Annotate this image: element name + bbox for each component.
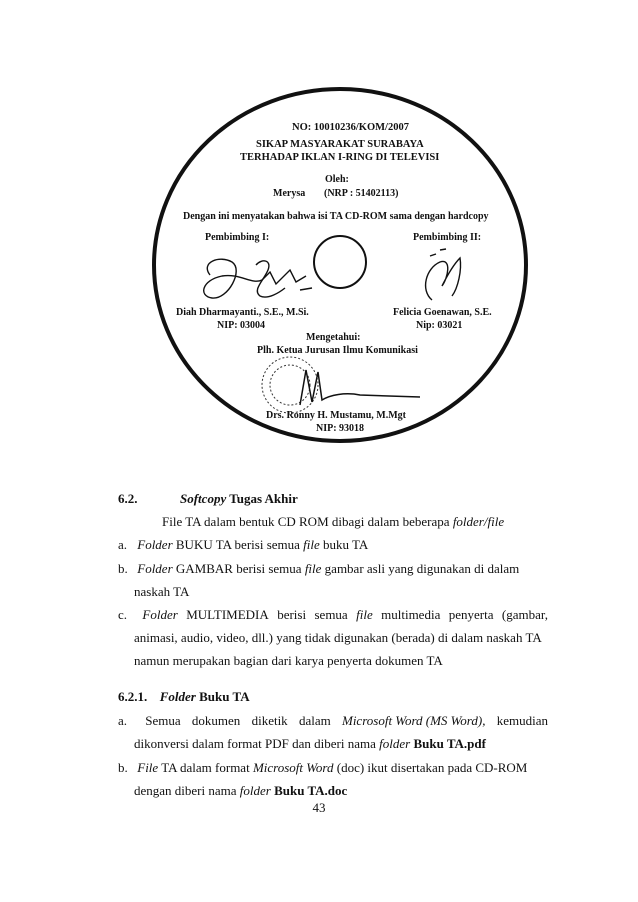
cd-author-nrp: (NRP : 51402113) <box>324 188 399 199</box>
section-number: 6.2. <box>118 491 138 506</box>
list-item-c-cont: animasi, audio, video, dll.) yang tidak digunakan (berada) di dalam naskah TA <box>134 630 542 645</box>
cd-advisor2-label: Pembimbing II: <box>413 232 482 243</box>
cd-advisor1-label: Pembimbing I: <box>205 232 270 243</box>
section-title-rest: Tugas Akhir <box>226 491 298 506</box>
cd-number: NO: 10010236/KOM/2007 <box>292 122 409 133</box>
cd-head-nip: NIP: 93018 <box>316 423 365 434</box>
cd-advisor1-nip: NIP: 03004 <box>217 320 266 331</box>
cd-author-name: Merysa <box>273 188 306 199</box>
cd-title-line2: TERHADAP IKLAN I-RING DI TELEVISI <box>240 152 440 163</box>
list-item-b: b. Folder GAMBAR berisi semua file gambar asli yang digunakan di dalam <box>118 561 520 576</box>
sub-item-b-cont: dengan diberi nama folder Buku TA.doc <box>134 783 348 798</box>
sub-item-a-cont: dikonversi dalam format PDF dan diberi nama folder Buku TA.pdf <box>134 736 486 751</box>
cd-title-line1: SIKAP MASYARAKAT SURABAYA <box>256 139 424 150</box>
list-item-a: a. Folder BUKU TA berisi semua file buku TA <box>118 537 369 552</box>
cd-advisor1-name: Diah Dharmayanti., S.E., M.Si. <box>176 307 309 318</box>
signature-head <box>300 370 420 405</box>
section-title-italic: Softcopy <box>180 491 227 506</box>
cd-acknowledged: Mengetahui: <box>306 332 361 343</box>
cd-statement: Dengan ini menyatakan bahwa isi TA CD-ROM sama dengan hardcopy <box>183 211 489 222</box>
signature-advisor2 <box>426 249 461 300</box>
cd-head-name: Drs. Ronny H. Mustamu, M.Mgt <box>266 410 406 421</box>
sub-item-a: a. Semua dokumen diketik dalam Microsoft Word (MS Word), kemudian <box>118 713 548 728</box>
official-stamp <box>262 357 318 413</box>
signature-advisor1 <box>204 259 312 298</box>
list-item-c-cont2: namun merupakan bagian dari karya penyerta dokumen TA <box>134 653 443 668</box>
sub-item-b: b. File TA dalam format Microsoft Word (doc) ikut disertakan pada CD-ROM <box>118 760 528 775</box>
list-item-c: c. Folder MULTIMEDIA berisi semua file multimedia penyerta (gambar, <box>118 607 548 622</box>
section-6-2-1-heading: 6.2.1. Folder Buku TA <box>118 689 250 704</box>
cd-advisor2-nip: Nip: 03021 <box>416 320 463 331</box>
section-6-2-intro: File TA dalam bentuk CD ROM dibagi dalam beberapa folder/file <box>162 514 505 529</box>
list-item-b-cont: naskah TA <box>134 584 190 599</box>
page-number: 43 <box>312 800 326 815</box>
cd-advisor2-name: Felicia Goenawan, S.E. <box>393 307 492 318</box>
cd-center-hole <box>314 236 366 288</box>
section-6-2-heading <box>118 491 298 507</box>
cd-head-title: Plh. Ketua Jurusan Ilmu Komunikasi <box>257 345 418 356</box>
cd-by-label: Oleh: <box>325 174 349 185</box>
